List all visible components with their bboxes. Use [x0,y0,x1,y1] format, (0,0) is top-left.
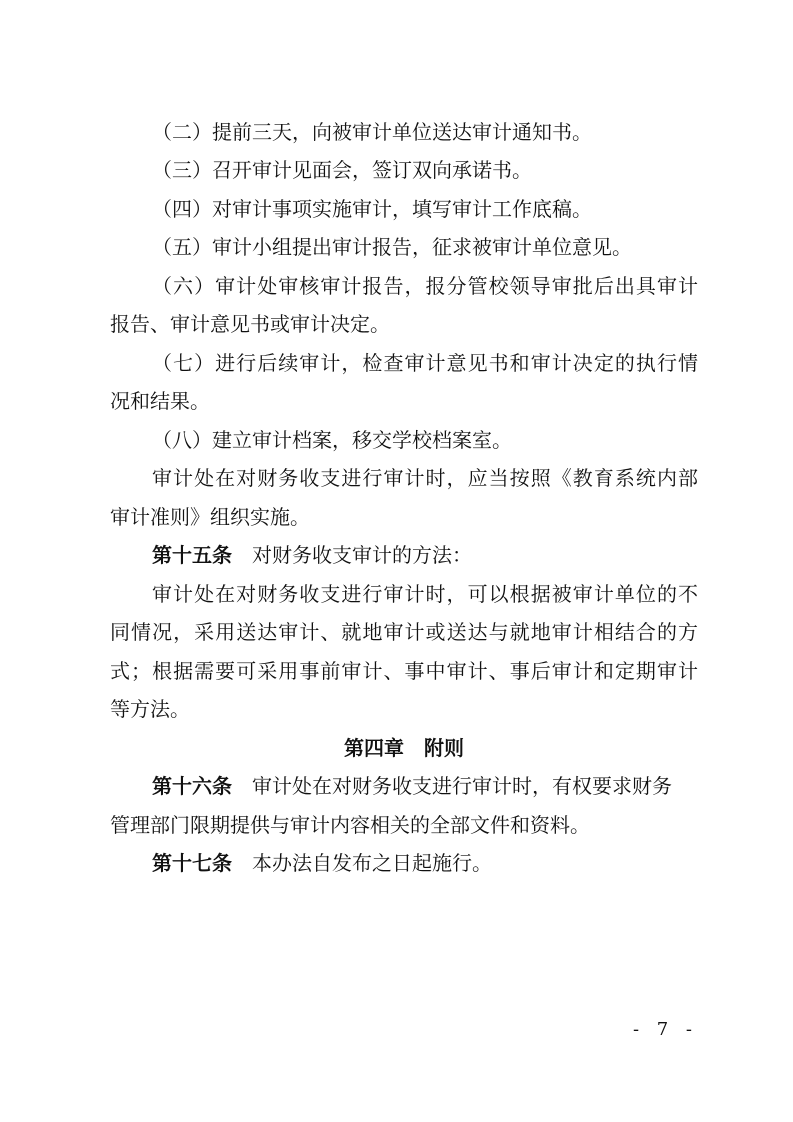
paragraph-line: 式；根据需要可采用事前审计、事中审计、事后审计和定期审计 [110,659,698,683]
paragraph-line: （四）对审计事项实施审计，填写审计工作底稿。 [152,197,592,221]
article-17-text: 本办法自发布之日起施行。 [252,851,492,875]
paragraph-line: 审计处在对财务收支进行审计时，可以根据被审计单位的不 [152,582,698,606]
paragraph-line: 管理部门限期提供与审计内容相关的全部文件和资料。 [110,813,590,837]
article-15-text: 对财务收支审计的方法： [252,543,472,567]
paragraph-line: （二）提前三天，向被审计单位送达审计通知书。 [152,120,592,144]
article-16 [110,772,698,800]
article-16-text: 审计处在对财务收支进行审计时，有权要求财务 [252,774,672,798]
paragraph-line: （八）建立审计档案，移交学校档案室。 [152,428,512,452]
paragraph-line: （七）进行后续审计，检查审计意见书和审计决定的执行情 [152,351,698,375]
paragraph-line: 审计准则》组织实施。 [110,505,310,529]
article-17-heading: 第十七条 [152,851,232,875]
paragraph-line: 审计处在对财务收支进行审计时，应当按照《教育系统内部 [152,466,698,490]
paragraph-line: 同情况，采用送达审计、就地审计或送达与就地审计相结合的方 [110,620,698,644]
article-15-heading: 第十五条 [152,543,232,567]
article-17 [110,849,698,877]
paragraph-line: 况和结果。 [110,389,210,413]
page-number: - 7 - [632,1019,698,1040]
article-15 [110,541,698,569]
chapter-title: 第四章 附则 [344,736,464,760]
paragraph-line: 报告、审计意见书或审计决定。 [110,312,390,336]
paragraph-line: （三）召开审计见面会，签订双向承诺书。 [152,158,532,182]
article-16-heading: 第十六条 [152,774,232,798]
paragraph-line: （五）审计小组提出审计报告，征求被审计单位意见。 [152,235,632,259]
paragraph-line: 等方法。 [110,697,190,721]
paragraph-line: （六）审计处审核审计报告，报分管校领导审批后出具审计 [152,274,698,298]
